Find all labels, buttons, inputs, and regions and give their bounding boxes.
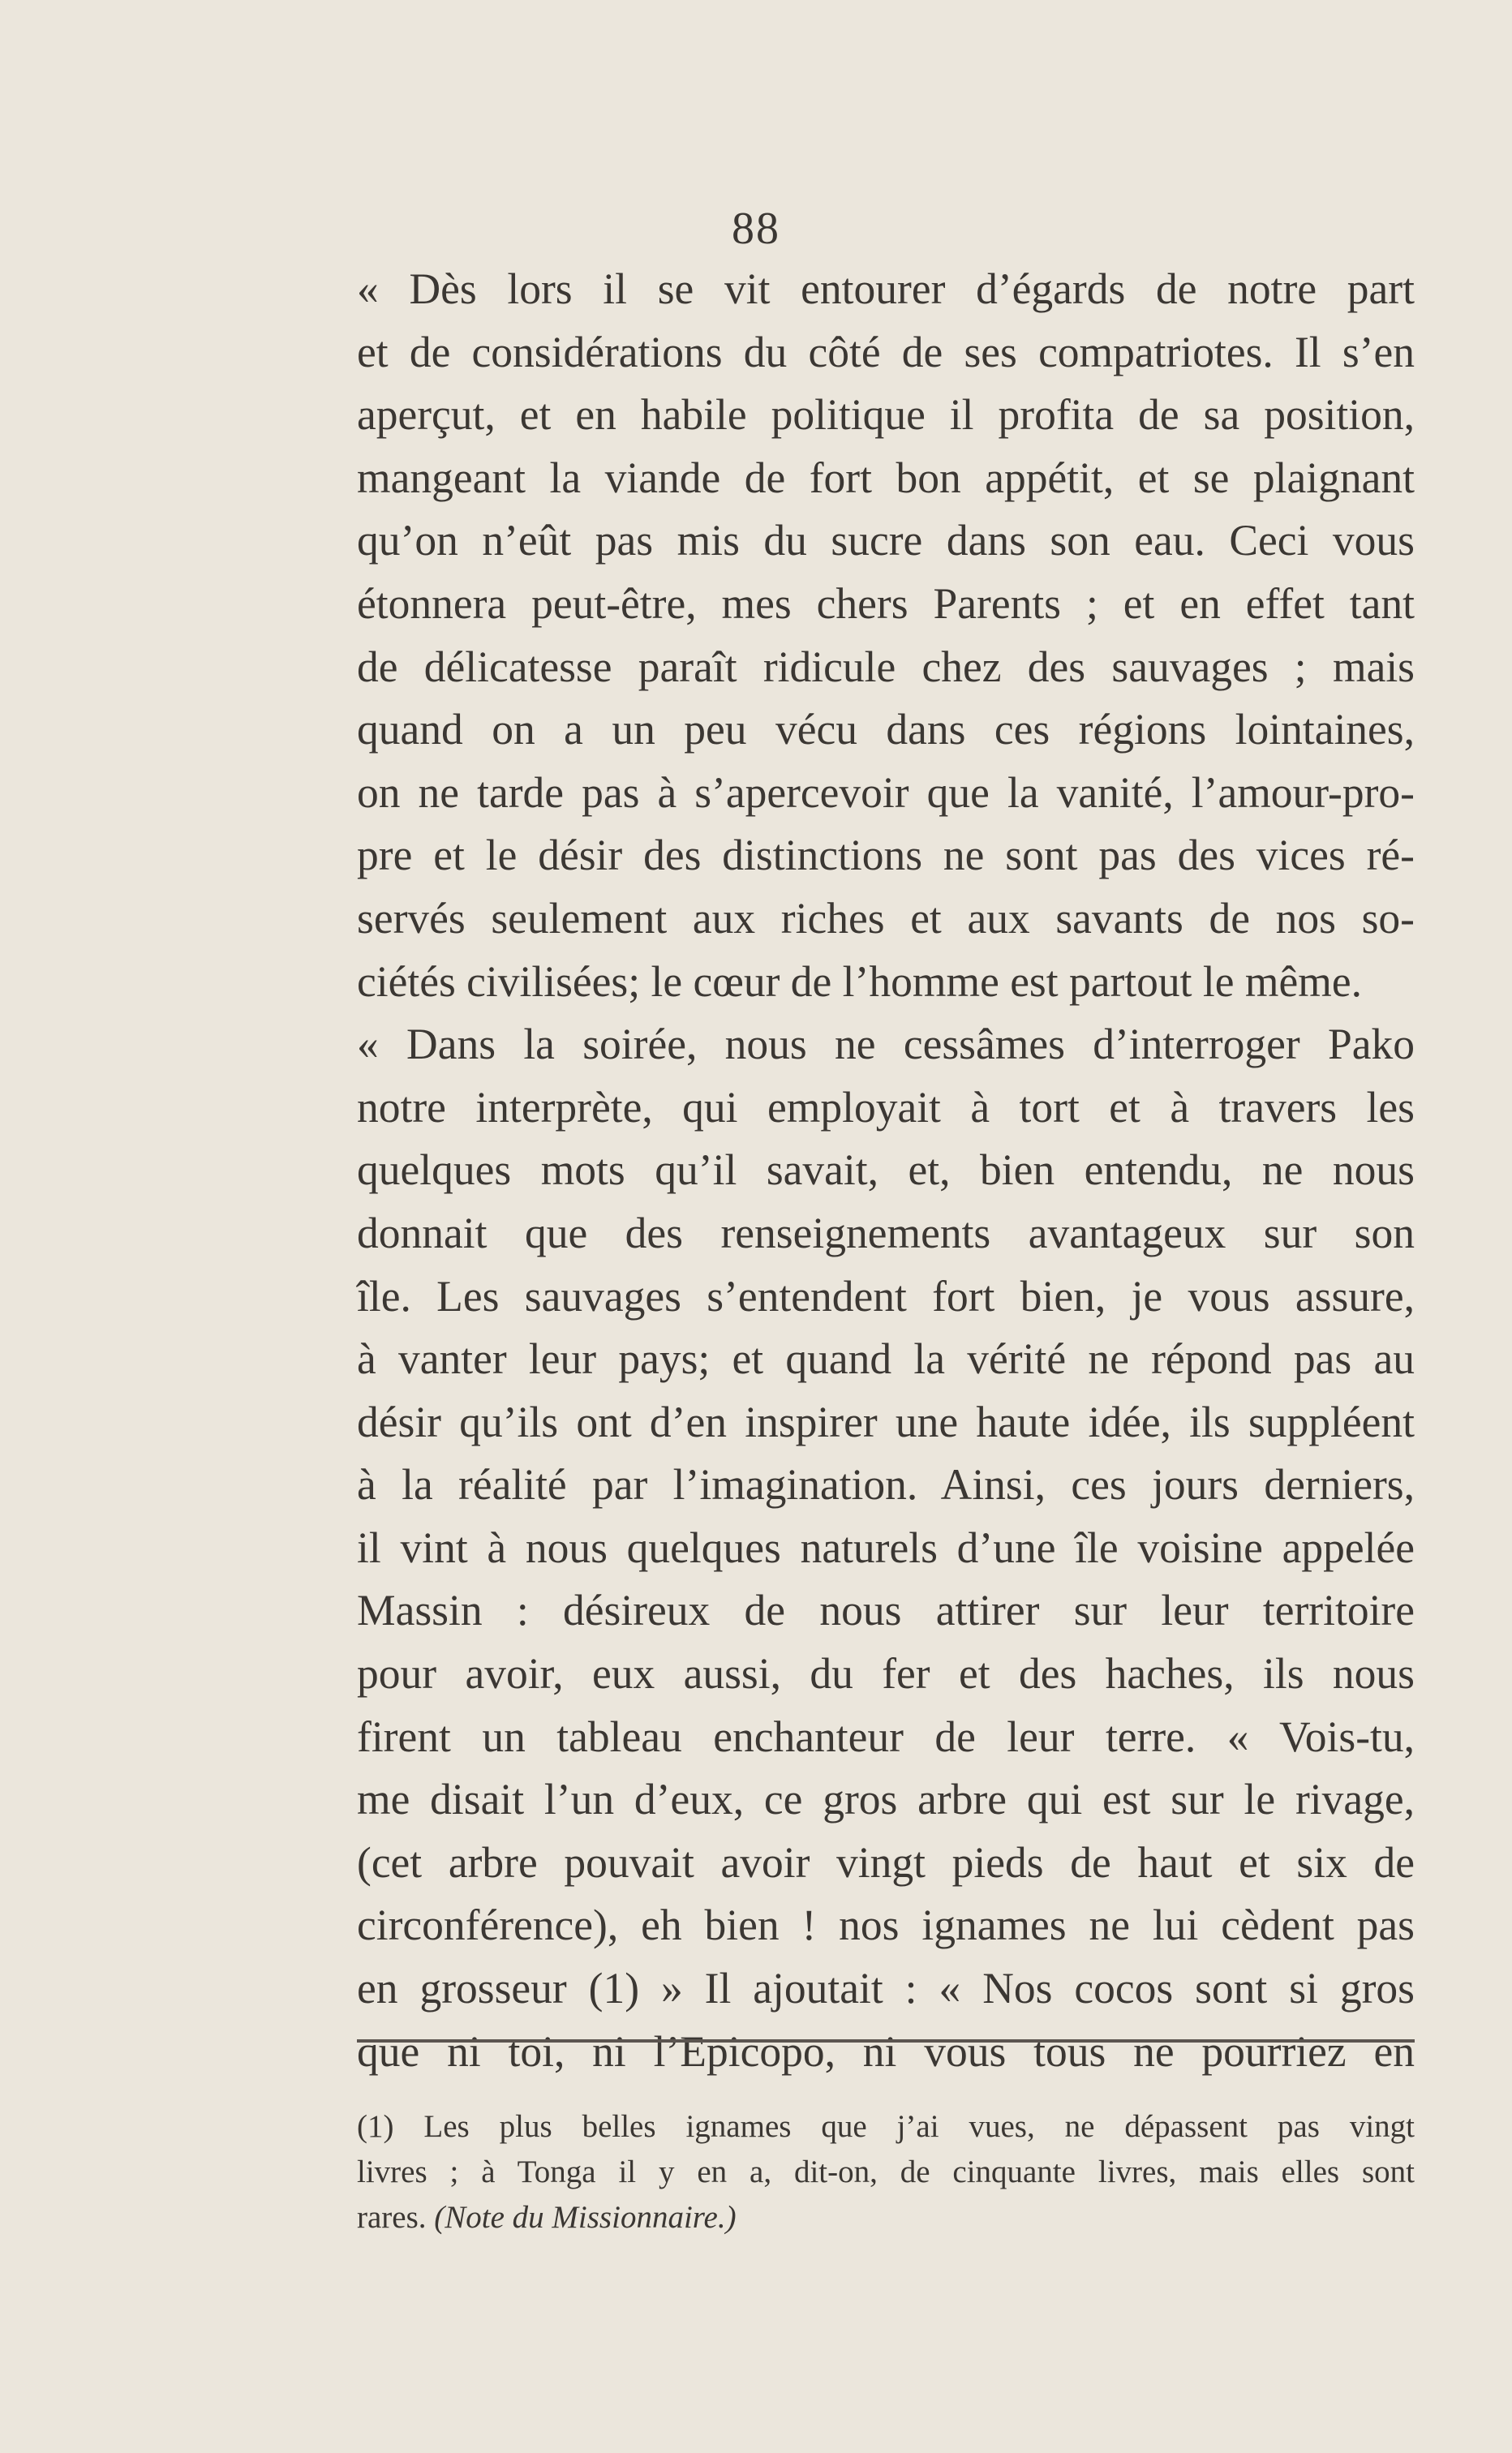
footnote-attribution: (Note du Missionnaire.): [434, 2200, 737, 2235]
footnote-line: [357, 2195, 1415, 2240]
text-line: Massin : désireux de nous attirer sur leur territoire: [357, 1586, 1415, 1635]
text-line: ciétés civilisées; le cœur de l’homme est partout le même.: [357, 956, 1362, 1006]
text-line: servés seulement aux riches et aux savants de nos so-: [357, 893, 1415, 943]
footnote-text: rares.: [357, 2200, 435, 2235]
text-line: île. Les sauvages s’entendent fort bien, je vous assure,: [357, 1271, 1415, 1321]
text-line: (cet arbre pouvait avoir vingt pieds de haut et six de: [357, 1837, 1415, 1887]
text-line: mangeant la viande de fort bon appétit, et se plaignant: [357, 453, 1415, 502]
text-line: étonnera peut-être, mes chers Parents ; et en effet tant: [357, 578, 1415, 628]
text-line: à la réalité par l’imagination. Ainsi, ces jours derniers,: [357, 1460, 1415, 1510]
text-line: qu’on n’eût pas mis du sucre dans son eau. Ceci vous: [357, 516, 1415, 565]
text-line: donnait que des renseignements avantageux sur son: [357, 1208, 1415, 1257]
text-line: pour avoir, eux aussi, du fer et des haches, ils nous: [357, 1649, 1415, 1699]
text-line: il vint à nous quelques naturels d’une île voisine appelée: [357, 1523, 1415, 1572]
text-line: « Dès lors il se vit entourer d’égards de notre part: [357, 264, 1415, 313]
footnote-divider: [357, 2039, 1415, 2043]
text-line: en grosseur (1) » Il ajoutait : « Nos cocos sont si gros: [357, 1964, 1415, 2013]
footnote-line: (1) Les plus belles ignames que j’ai vues, ne dépassent pas vingt: [357, 2109, 1415, 2144]
text-line: circonférence), eh bien ! nos ignames ne lui cèdent pas: [357, 1901, 1415, 1950]
text-line: quelques mots qu’il savait, et, bien entendu, ne nous: [357, 1145, 1415, 1195]
page-number: 88: [732, 204, 780, 254]
body-text: [357, 258, 1415, 2083]
text-line: me disait l’un d’eux, ce gros arbre qui est sur le rivage,: [357, 1775, 1415, 1824]
text-line: désir qu’ils ont d’en inspirer une haute idée, ils suppléent: [357, 1397, 1415, 1446]
text-line: à vanter leur pays; et quand la vérité ne répond pas au: [357, 1334, 1415, 1384]
text-line: de délicatesse paraît ridicule chez des sauvages ; mais: [357, 642, 1415, 691]
text-line: et de considérations du côté de ses compatriotes. Il s’en: [357, 327, 1415, 376]
text-line: « Dans la soirée, nous ne cessâmes d’interroger Pako: [357, 1020, 1415, 1069]
text-line: on ne tarde pas à s’apercevoir que la vanité, l’amour-pro-: [357, 767, 1415, 817]
text-line: notre interprète, qui employait à tort et à travers les: [357, 1082, 1415, 1132]
text-line: aperçut, et en habile politique il profita de sa position,: [357, 390, 1415, 440]
footnote-line: livres ; à Tonga il y en a, dit-on, de cinquante livres, mais elles sont: [357, 2154, 1415, 2189]
text-line: pre et le désir des distinctions ne sont pas des vices ré-: [357, 831, 1415, 880]
text-line: firent un tableau enchanteur de leur terre. « Vois-tu,: [357, 1712, 1415, 1761]
text-line: quand on a un peu vécu dans ces régions lointaines,: [357, 705, 1415, 754]
text-line: que ni toi, ni l’Epicopo, ni vous tous ne pourriez en: [357, 2026, 1415, 2076]
footnote: [357, 2104, 1415, 2240]
